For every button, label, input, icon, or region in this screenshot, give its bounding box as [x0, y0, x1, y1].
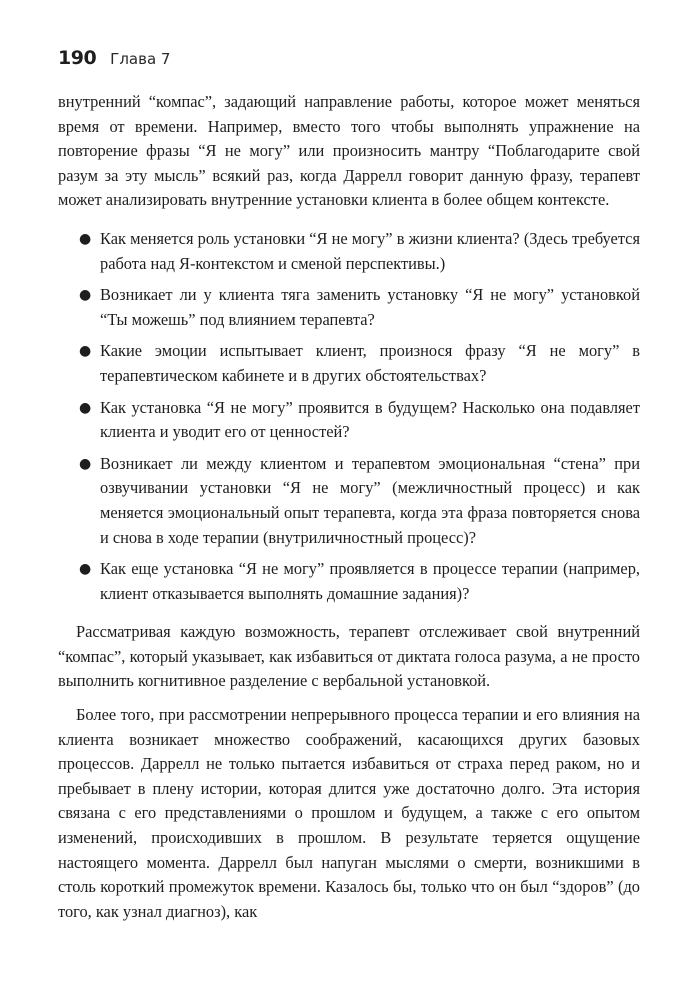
bullet-dot-icon: ●: [79, 561, 92, 578]
bullet-dot-icon: ●: [79, 455, 92, 472]
paragraph: Рассматривая каждую возможность, терапевт отслеживает свой внутренний “компас”, который указывает, как избавиться от диктата голоса разума, а не просто выполнить когнитивное разделение с вербальной установкой.: [58, 622, 640, 691]
bullet-dot-icon: ●: [79, 343, 92, 360]
list-item-text: Возникает ли у клиента тяга заменить установку “Я не могу” установкой “Ты можешь” под влиянием терапевта?: [100, 285, 640, 329]
list-item: [58, 452, 640, 550]
list-item: [58, 396, 640, 445]
list-item: [58, 283, 640, 332]
list-item-text: Возникает ли между клиентом и терапевтом эмоциональная “стена” при озвучивании установки “Я не могу” (межличностный процесс) и как меняется эмоциональный опыт терапевта, когда эта фраза повторяется снова и снова в ходе терапии (внутриличностный процесс)?: [100, 453, 640, 547]
list-item-text: Как установка “Я не могу” проявится в будущем? Насколько она подавляет клиента и уводит его от ценностей?: [100, 397, 640, 442]
bullet-dot-icon: ●: [79, 399, 92, 416]
list-item: [58, 557, 640, 606]
bullet-dot-icon: ●: [79, 230, 92, 247]
running-header: [58, 47, 170, 75]
chapter-title: Глава 7: [110, 50, 171, 68]
paragraph: Более того, при рассмотрении непрерывного процесса терапии и его влияния на клиента возникает множество соображений, касающихся других базовых процессов. Даррелл не только пытается избавиться от страха перед раком, но и пребывает в плену истории, которая длится уже достаточно долго. Эта история связана с его представлениями о прошлом и будущем, а также с его опытом изменений, происходивших в прошлом. В результате теряется ощущение настоящего момента. Даррелл был напуган мыслями о смерти, возникшими в столь короткий промежуток времени. Казалось бы, только что он был “здоров” (до того, как узнал диагноз), как: [58, 705, 640, 921]
list-item: [58, 339, 640, 388]
list-item-text: Как меняется роль установки “Я не могу” в жизни клиента? (Здесь требуется работа над Я-контекстом и сменой перспективы.): [100, 228, 640, 273]
page-body: [58, 90, 640, 924]
paragraph-intro: внутренний “компас”, задающий направление работы, которое может меняться время от времени. Например, вместо того чтобы выполнять упражнение на повторение фразы “Я не могу” или произносить мантру “Поблагодарите свой разум за эту мысль” всякий раз, когда Даррелл говорит данную фразу, терапевт может анализировать внутренние установки клиента в более общем контексте.: [58, 92, 640, 210]
list-item-text: Как еще установка “Я не могу” проявляется в процессе терапии (например, клиент отказывается выполнять домашние задания)?: [100, 559, 640, 603]
bullet-dot-icon: ●: [79, 287, 92, 304]
list-item-text: Какие эмоции испытывает клиент, произнося фразу “Я не могу” в терапевтическом кабинете и в других обстоятельствах?: [100, 341, 640, 385]
bullet-list: [58, 227, 640, 606]
list-item: [58, 227, 640, 276]
page-number: 190: [58, 47, 97, 69]
